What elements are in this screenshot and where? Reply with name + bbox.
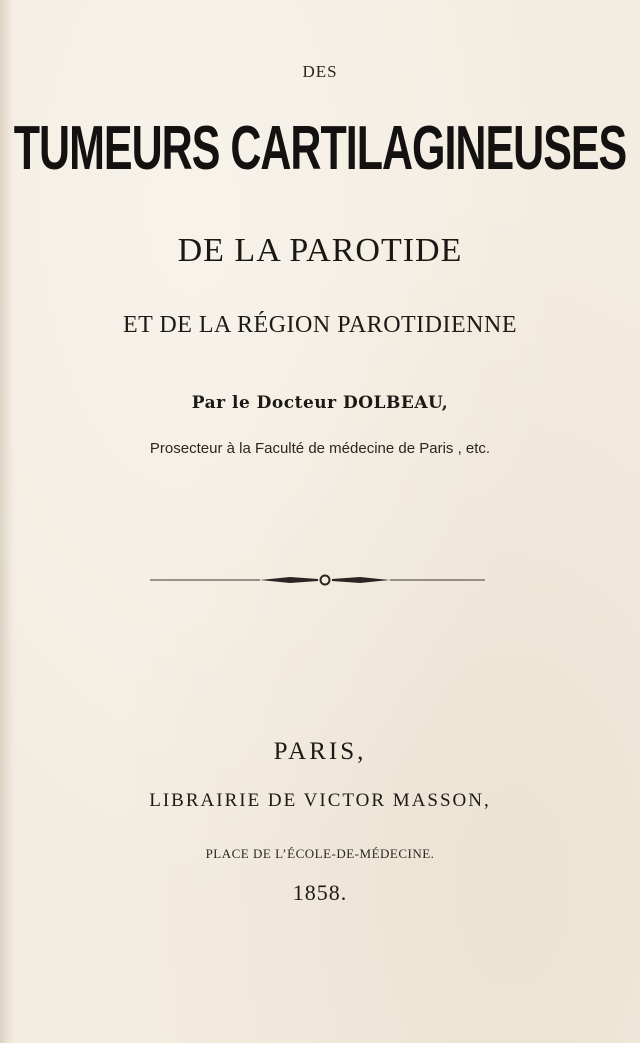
imprint-city: PARIS, [273, 738, 367, 765]
author-position: Prosecteur à la Faculté de médecine de Paris , etc. [149, 440, 491, 457]
subtitle-line-1: DE LA PAROTIDE [177, 232, 463, 269]
imprint-publisher: LIBRAIRIE DE VICTOR MASSON, [149, 790, 491, 811]
ornament-rule-icon [150, 570, 485, 590]
title-preposition: DES [302, 62, 338, 81]
main-title: TUMEURS CARTILAGINEUSES [13, 113, 627, 184]
imprint-year: 1858. [292, 880, 348, 905]
subtitle-line-2: ET DE LA RÉGION PAROTIDIENNE [123, 312, 517, 338]
author-line: Par le Docteur DOLBEAU, [191, 393, 449, 413]
imprint-address: PLACE DE L’ÉCOLE-DE-MÉDECINE. [205, 846, 435, 861]
